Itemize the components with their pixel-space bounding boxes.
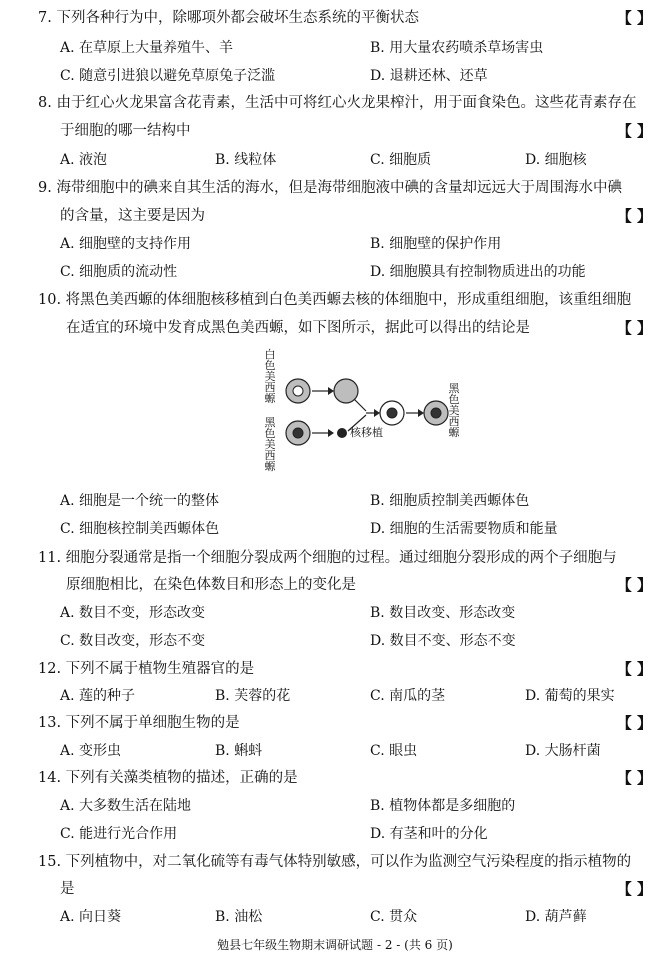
answer-bracket: 【 】 (616, 319, 652, 337)
question-text: 15. 下列植物中，对二氧化硫等有毒气体特别敏感，可以作为监测空气污染程度的指示植物的 (38, 854, 632, 870)
question-text: 9. 海带细胞中的碘来自其生活的海水，但是海带细胞液中碘的含量却远远大于周围海水中碘 (38, 180, 622, 196)
q14-option-d: D. 有茎和叶的分化 (370, 826, 488, 842)
arrow-head (328, 387, 334, 395)
question-text: 11. 细胞分裂通常是指一个细胞分裂成两个细胞的过程。通过细胞分裂形成的两个子细胞与 (38, 550, 617, 566)
question-8-stem (38, 93, 658, 113)
q7-option-b: B. 用大量农药喷杀草场害虫 (370, 40, 544, 56)
question-9-stem (38, 178, 658, 198)
arrow-head (418, 409, 424, 417)
q8-option-a: A. 液泡 (60, 152, 108, 168)
question-11-stem-cont (66, 575, 658, 595)
q11-option-a: A. 数目不变，形态改变 (60, 605, 206, 621)
q15-option-a: A. 向日葵 (60, 909, 122, 925)
q15-option-b: B. 油松 (215, 909, 263, 925)
q10-option-b: B. 细胞质控制美西螈体色 (370, 493, 530, 509)
question-12-stem (38, 659, 658, 679)
question-text: 8. 由于红心火龙果富含花青素，生活中可将红心火龙果榨汁，用于面食染色。这些花青素存在 (38, 95, 637, 111)
answer-bracket: 【 】 (616, 880, 652, 898)
question-text: 于细胞的哪一结构中 (60, 123, 191, 139)
result-cell-nucleus (431, 408, 441, 418)
question-text: 原细胞相比，在染色体数目和形态上的变化是 (66, 577, 356, 593)
answer-bracket: 【 】 (616, 576, 652, 594)
question-text: 在适宜的环境中发育成黑色美西螈，如下图所示，据此可以得出的结论是 (66, 320, 530, 336)
q15-option-d: D. 葫芦藓 (525, 909, 587, 925)
q10-option-a: A. 细胞是一个统一的整体 (60, 493, 220, 509)
q13-option-a: A. 变形虫 (60, 743, 122, 759)
q9-option-c: C. 细胞质的流动性 (60, 264, 178, 280)
question-11-stem (38, 548, 658, 568)
q13-option-d: D. 大肠杆菌 (525, 743, 601, 759)
answer-bracket: 【 】 (616, 207, 652, 225)
label-white-salamander: 白色美西螈 (264, 348, 276, 405)
label-result-salamander: 黑色美西螈 (448, 382, 460, 439)
question-text: 是 (60, 881, 75, 897)
q12-option-b: B. 芙蓉的花 (215, 688, 291, 704)
answer-bracket: 【 】 (616, 660, 652, 678)
question-text: 12. 下列不属于植物生殖器官的是 (38, 661, 255, 677)
answer-bracket: 【 】 (616, 714, 652, 732)
black-cell-nucleus (293, 428, 303, 438)
question-7-stem (38, 8, 658, 28)
q10-option-d: D. 细胞的生活需要物质和能量 (370, 521, 558, 537)
answer-bracket: 【 】 (616, 122, 652, 140)
question-text: 13. 下列不属于单细胞生物的是 (38, 715, 240, 731)
q7-option-a: A. 在草原上大量养殖牛、羊 (60, 40, 234, 56)
answer-bracket: 【 】 (616, 769, 652, 787)
question-text: 10. 将黑色美西螈的体细胞核移植到白色美西螈去核的体细胞中，形成重组细胞，该重组细胞 (38, 292, 632, 308)
q12-option-c: C. 南瓜的茎 (370, 688, 446, 704)
arrow-head (328, 429, 334, 437)
question-9-stem-cont (60, 206, 658, 226)
answer-bracket: 【 】 (616, 9, 652, 27)
q11-option-b: B. 数目改变、形态改变 (370, 605, 516, 621)
q15-option-c: C. 贯众 (370, 909, 418, 925)
question-13-stem (38, 713, 658, 733)
q8-option-c: C. 细胞质 (370, 152, 432, 168)
diagram-svg (258, 345, 478, 480)
q11-option-c: C. 数目改变，形态不变 (60, 633, 206, 649)
label-black-salamander: 黑色美西螈 (264, 416, 276, 473)
arrow-head (374, 409, 380, 417)
q12-option-a: A. 莲的种子 (60, 688, 136, 704)
q7-option-d: D. 退耕还林、还草 (370, 68, 488, 84)
q8-option-d: D. 细胞核 (525, 152, 587, 168)
q7-option-c: C. 随意引进狼以避免草原兔子泛滥 (60, 68, 276, 84)
nuclear-transfer-figure (258, 345, 478, 480)
question-10-stem-cont (66, 318, 658, 338)
q13-option-c: C. 眼虫 (370, 743, 418, 759)
q14-option-b: B. 植物体都是多细胞的 (370, 798, 516, 814)
q12-option-d: D. 葡萄的果实 (525, 688, 615, 704)
q9-option-a: A. 细胞壁的支持作用 (60, 236, 192, 252)
q14-option-a: A. 大多数生活在陆地 (60, 798, 192, 814)
question-8-stem-cont (60, 121, 658, 141)
merge-line (354, 399, 366, 411)
q10-option-c: C. 细胞核控制美西螈体色 (60, 521, 220, 537)
q8-option-b: B. 线粒体 (215, 152, 277, 168)
q14-option-c: C. 能进行光合作用 (60, 826, 178, 842)
question-text: 14. 下列有关藻类植物的描述，正确的是 (38, 770, 298, 786)
page-footer: 勉县七年级生物期末调研试题 - 2 - (共 6 页) (217, 938, 453, 952)
question-15-stem-cont (60, 879, 658, 899)
recombinant-nucleus (387, 408, 397, 418)
question-14-stem (38, 768, 658, 788)
question-text: 7. 下列各种行为中，除哪项外都会破坏生态系统的平衡状态 (38, 10, 419, 26)
white-cell-nucleus (293, 386, 303, 396)
extracted-nucleus (337, 428, 347, 438)
question-10-stem (38, 290, 658, 310)
q11-option-d: D. 数目不变、形态不变 (370, 633, 516, 649)
q13-option-b: B. 蝌蚪 (215, 743, 263, 759)
label-nuclear-transfer: 核移植 (350, 426, 383, 439)
q9-option-b: B. 细胞壁的保护作用 (370, 236, 502, 252)
q9-option-d: D. 细胞膜具有控制物质进出的功能 (370, 264, 586, 280)
question-text: 的含量，这主要是因为 (60, 208, 205, 224)
question-15-stem (38, 852, 658, 872)
